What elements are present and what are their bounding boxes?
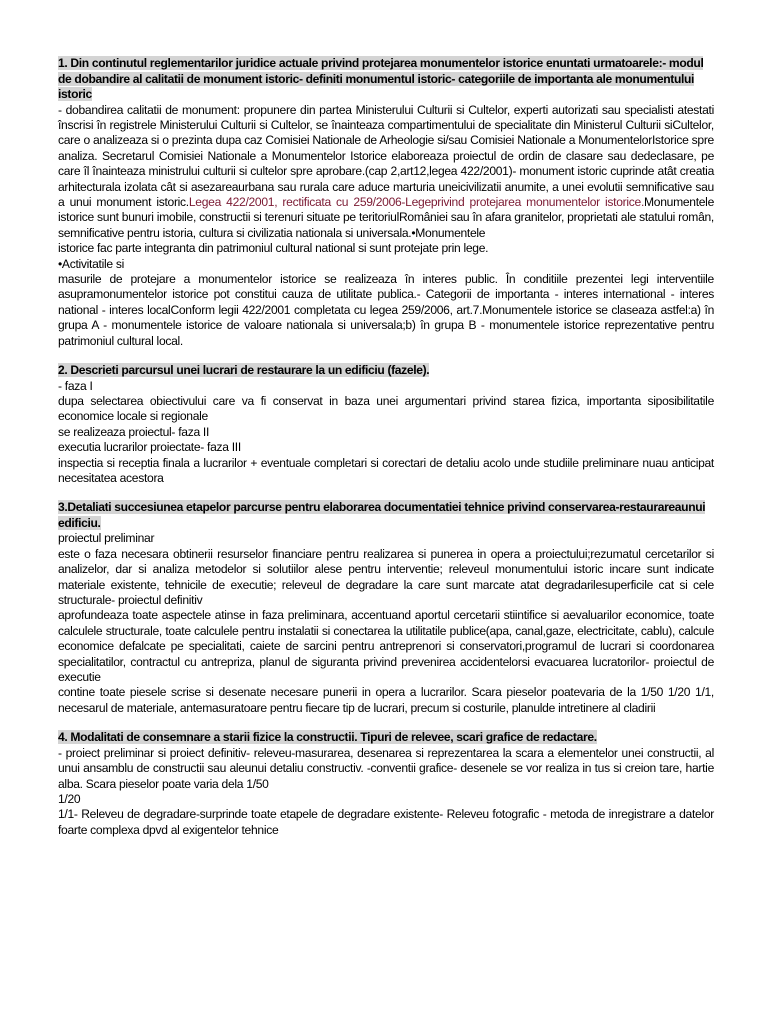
section-2-paragraph-1: - faza I — [58, 378, 93, 393]
section-2-paragraph-4: executia lucrarilor proiectate- faza III — [58, 440, 241, 455]
section-4-heading — [58, 730, 714, 746]
section-1-paragraph-1-tail: Monumentele istorice sunt bunuri imobile, constructii si terenuri situate pe teritoriulRomâniei sau în afara granitelor, proprietati ale statului român, semnificative pentru istoria, cultura si civilizatia nationala si universala.•Monumentele — [58, 194, 714, 240]
section-3-paragraph-3: aprofundeaza toate aspectele atinse in faza preliminara, accentuand aportul cercetarii stiintifice si aevaluarilor economice, toate calculele structurale, toate calculele pentru instalatii si conectarea la utilitatile publice(apa, canal,gaze, electricitate, cablu), calcule economice defalcate pe specialitati, caiete de sarcini pentru antreprenori si conservatori,programul de lucrari si coordonarea specialitatilor, contractul cu antrepriza, planul de siguranta privind prevenirea accidentelorsi evacuarea lucratorilor- proiectul de executie — [58, 608, 714, 684]
section-3-paragraph-4: contine toate piesele scrise si desenate necesare punerii in opera a lucrarilor. Scara pieselor poatevaria de la 1/50 1/20 1/1, necesarul de materiale, antemasuratoare pentru fiecare tip de lucrari, precum si costurile, planulde intretinere al cladirii — [58, 685, 714, 715]
section-2-paragraph-5: inspectia si receptia finala a lucrarilor + eventuale completari si corectari de detaliu acolo unde studiile preliminare nuau anticipat necesitatea acestora — [58, 455, 714, 485]
section-3-heading-text: 3.Detaliati succesiunea etapelor parcurse pentru elaborarea documentatiei tehnice privind conservarea-restaurareaunui edificiu. — [58, 500, 706, 530]
section-1-paragraph-2: istorice fac parte integranta din patrimoniul cultural national si sunt protejate prin lege. — [58, 241, 489, 256]
section-1-heading — [58, 56, 714, 103]
section-2-paragraph-3: se realizeaza proiectul- faza II — [58, 424, 210, 439]
section-4-paragraph-2: 1/20 — [58, 791, 81, 806]
section-4-paragraph-1: - proiect preliminar si proiect definitiv- releveu-masurarea, desenarea si reprezentarea la scara a elementelor unei constructii, al unui ansamblu de constructii sau aleunui detaliu constructiv. -conventii grafice- desenele se vor realiza in tus si creion tare, hartie alba. Scara pieselor poate varia dela 1/50 — [58, 745, 714, 791]
law-reference-link[interactable]: Legea 422/2001, rectificata cu 259/2006-Legeprivind protejarea monumentelor istorice. — [188, 194, 645, 209]
section-1-paragraph-3: •Activitatile si — [58, 256, 124, 271]
section-3 — [58, 500, 714, 716]
section-2 — [58, 363, 714, 486]
section-1-paragraph-1-text: - dobandirea calitatii de monument: propunere din partea Ministerului Culturii si Cultelor, experti autorizati sau specialisti atestati înscrisi în registrele Ministerului Culturii si Cultelor, se înainteaza compartimentului de specialitate din Ministerul Culturii siCultelor, care o analizeaza si o prezinta dupa caz Comisiei Nationale de Arheologie si/sau Comisiei Nationale a MonumentelorIstorice spre analiza. Secretarul Comisiei Nationale a Monumentelor Istorice elaboreaza proiectul de ordin de clasare sau dedeclasare, pe care îl înainteaza ministrului culturii si cultelor spre aprobare.(cap 2,art12,legea 422/2001)- monument istoric cuprinde atât creatia arhitecturala izolata cât si asezareaurbana sau rurala care aduce marturia uneicivilizatii anumite, a unei evolutii semnificative sau a unui monument istoric. — [58, 102, 714, 209]
section-4-heading-text: 4. Modalitati de consemnare a starii fizice la constructii. Tipuri de relevee, scari grafice de redactare. — [58, 730, 597, 745]
section-2-paragraph-2: dupa selectarea obiectivului care va fi conservat in baza unei argumentari privind starea fizica, importanta siposibilitatile economice locale si regionale — [58, 393, 714, 424]
section-2-heading-text: 2. Descrieti parcursul unei lucrari de restaurare la un edificiu (fazele). — [58, 363, 430, 377]
section-1 — [58, 56, 714, 349]
section-3-heading — [58, 500, 714, 531]
section-3-paragraph-2: este o faza necesara obtinerii resurselor financiare pentru realizarea si punerea in opera a proiectului;rezumatul cercetarilor si analizelor, dar si analiza metodelor si solutiilor alese pentru interventie; releveul monumentului istoric incare sunt indicate materiale existente, tehnicile de executie; releveul de degradare la care sunt marcate atat degradarilesuperficile cat si cele structurale- proiectul definitiv — [58, 546, 714, 607]
section-4 — [58, 730, 714, 838]
section-2-heading — [58, 363, 714, 379]
section-1-paragraph-1 — [58, 103, 714, 242]
section-4-paragraph-3: 1/1- Releveu de degradare-surprinde toate etapele de degradare existente- Releveu fotografic - metoda de inregistrare a datelor foarte complexa dpvd al exigentelor tehnice — [58, 807, 714, 837]
section-3-paragraph-1: proiectul preliminar — [58, 531, 155, 546]
section-1-heading-text: 1. Din continutul reglementarilor juridice actuale privind protejarea monumentelor istorice enuntati urmatoarele:- modul de dobandire al calitatii de monument istoric- definiti monumentul istoric- categoriile de importanta ale monumentului istoric — [58, 56, 704, 101]
section-1-paragraph-4: masurile de protejare a monumentelor istorice se realizeaza în interes public. În conditiile prezentei legi interventiile asupramonumentelor istorice pot constitui cauza de utilitate publica.- Categorii de importanta - interes international - interes national - interes localConform legii 422/2001 completata cu legea 259/2006, art.7.Monumentele istorice se claseaza astfel:a) în grupa A - monumentele istorice de valoare nationala si universala;b) în grupa B - monumentele istorice reprezentative pentru patrimoniul cultural local. — [58, 271, 714, 348]
